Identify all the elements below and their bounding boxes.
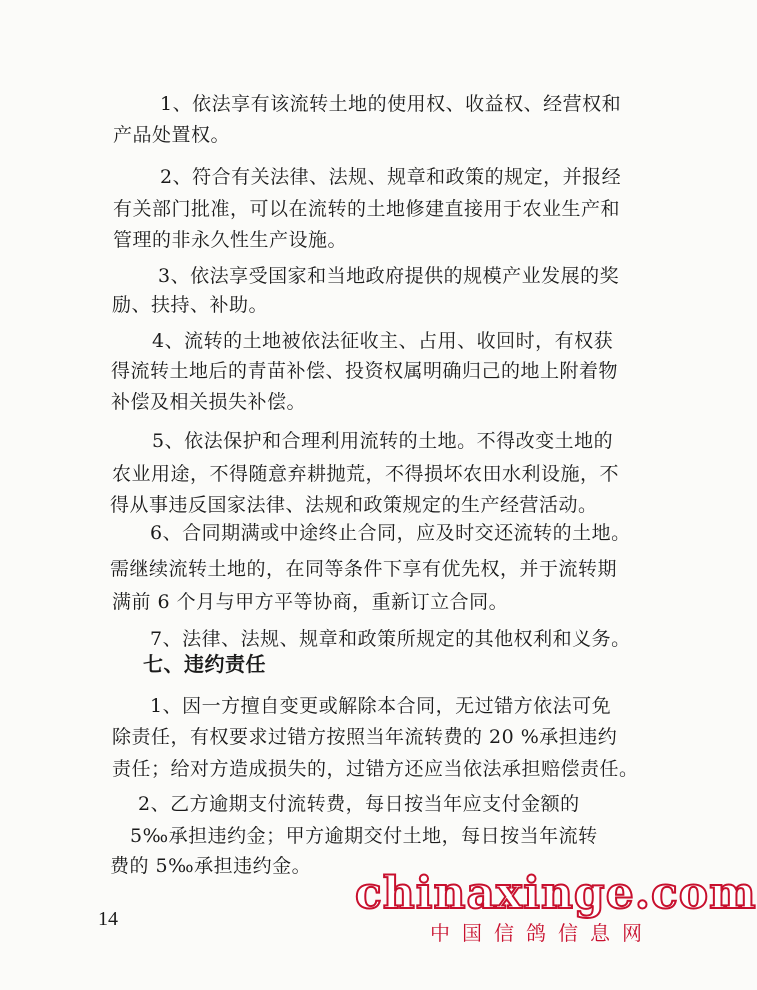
text-line: 除责任，有权要求过错方按照当年流转费的 20 %承担违约 [112,726,618,748]
watermark-name: 中国信鸽信息网 [430,921,654,945]
text-line: 责任；给对方造成损失的，过错方还应当依法承担赔偿责任。 [112,758,639,780]
text-line: 6、合同期满或中途终止合同，应及时交还流转的土地。 [150,522,631,544]
watermark-site: chinaxinge.com [355,868,757,919]
text-line: 产品处置权。 [113,124,231,146]
text-line: 补偿及相关损失补偿。 [111,391,307,413]
text-line: 需继续流转土地的，在同等条件下享有优先权，并于流转期 [110,558,618,580]
text-line: 励、扶持、补助。 [112,294,269,316]
text-line: 4、流转的土地被依法征收主、占用、收回时，有权获 [152,330,614,352]
text-line: 得流转土地后的青苗补偿、投资权属明确归己的地上附着物 [111,360,619,382]
text-line: 满前 6 个月与甲方平等协商，重新订立合同。 [112,591,509,613]
text-line: 费的 5‰承担违约金。 [110,855,312,877]
text-line: 5、依法保护和合理利用流转的土地。不得改变土地的 [152,430,614,452]
text-line: 7、法律、法规、规章和政策所规定的其他权利和义务。 [150,628,631,650]
text-line: 2、符合有关法律、法规、规章和政策的规定，并报经 [160,166,622,188]
text-line: 1、因一方擅自变更或解除本合同，无过错方依法可免 [150,695,612,717]
text-line: 有关部门批准，可以在流转的土地修建直接用于农业生产和 [113,198,621,220]
text-line: 3、依法享受国家和当地政府提供的规模产业发展的奖 [158,265,620,287]
text-line: 农业用途，不得随意弃耕抛荒，不得损坏农田水利设施，不 [112,463,620,485]
page-number: 14 [98,908,118,930]
section-heading: 七、违约责任 [143,652,266,676]
text-line: 5‰承担违约金；甲方逾期交付土地，每日按当年流转 [130,825,598,847]
text-line: 2、乙方逾期支付流转费，每日按当年应支付金额的 [138,793,580,815]
text-line: 1、依法享有该流转土地的使用权、收益权、经营权和 [160,93,622,115]
text-line: 管理的非永久性生产设施。 [113,229,348,251]
text-line: 得从事违反国家法律、法规和政策规定的生产经营活动。 [110,494,598,516]
